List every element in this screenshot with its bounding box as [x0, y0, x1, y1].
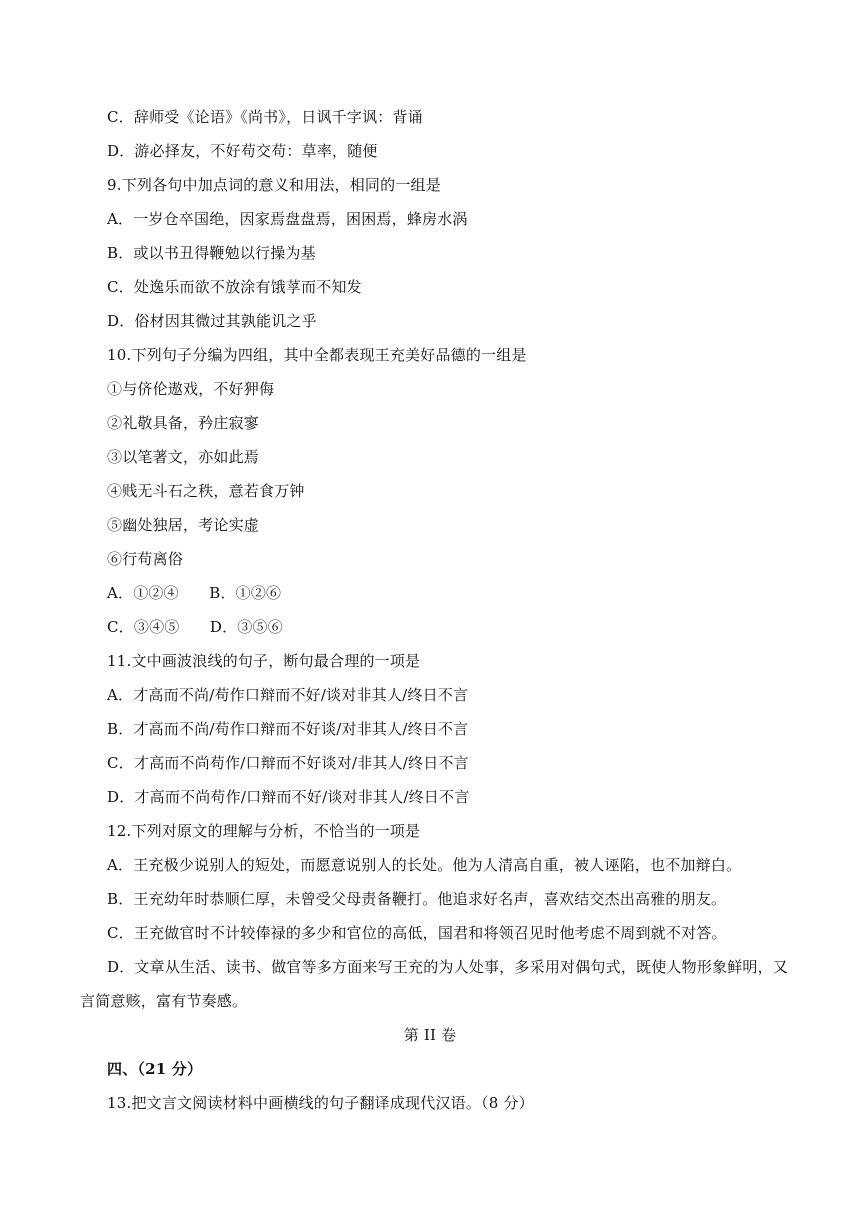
option-12c: C．王充做官时不计较俸禄的多少和官位的高低，国君和将领召见时他考虑不周到就不对答。	[107, 924, 727, 942]
options-10-ab: A．①②④ B．①②⑥	[107, 584, 282, 602]
option-9b: B．或以书丑得鞭勉以行操为基	[107, 244, 316, 262]
item-4: ④贱无斗石之秩，意若食万钟	[107, 482, 305, 500]
question-13: 13.把文言文阅读材料中画横线的句子翻译成现代汉语。（8 分）	[107, 1094, 534, 1112]
item-1: ①与侪伦遨戏，不好狎侮	[107, 380, 275, 398]
item-3: ③以笔著文，亦如此焉	[107, 448, 260, 466]
option-11c: C．才高而不尚苟作/口辩而不好谈对/非其人/终日不言	[107, 754, 469, 772]
question-9: 9.下列各句中加点词的意义和用法，相同的一组是	[107, 176, 441, 194]
option-8d	[107, 141, 378, 161]
option-11b: B．才高而不尚/苟作口辩而不好谈/对非其人/终日不言	[107, 720, 469, 738]
option-9d: D．俗材因其微过其孰能讥之乎	[107, 312, 317, 330]
option-12d-line2: 言简意赅，富有节奏感。	[80, 992, 248, 1010]
option-12d-line1: D．文章从生活、读书、做官等多方面来写王充的为人处事，多采用对偶句式，既使人物形象鲜明，又	[107, 958, 789, 976]
option-9c: C．处逸乐而欲不放涂有饿莩而不知发	[107, 278, 362, 296]
option-11d: D．才高而不尚苟作/口辩而不好/谈对非其人/终日不言	[107, 788, 470, 806]
question-11: 11.文中画波浪线的句子，断句最合理的一项是	[107, 652, 421, 670]
option-8c	[107, 107, 423, 127]
option-12a: A．王充极少说别人的短处，而愿意说别人的长处。他为人清高自重，被人诬陷，也不加辩白。	[107, 856, 742, 874]
volume-heading: 第 II 卷	[403, 1026, 457, 1044]
option-11a: A．才高而不尚/苟作口辩而不好/谈对非其人/终日不言	[107, 686, 469, 704]
option-8d-text: D．游必择友，不好苟交苟：草率，随便	[107, 142, 378, 160]
section-4-heading: 四、（21 分）	[107, 1060, 203, 1078]
option-9a: A．一岁仓卒国绝，因家焉盘盘焉，困困焉，蜂房水涡	[107, 210, 468, 228]
option-12b: B．王充幼年时恭顺仁厚，未曾受父母责备鞭打。他追求好名声，喜欢结交杰出高雅的朋友。	[107, 890, 727, 908]
item-2: ②礼敬具备，矜庄寂寥	[107, 414, 260, 432]
item-5: ⑤幽处独居，考论实虚	[107, 516, 260, 534]
item-6: ⑥行苟离俗	[107, 550, 184, 568]
option-8c-text: C．辞师受《论语》《尚书》，日讽千字讽：背诵	[107, 108, 423, 126]
options-10-cd: C．③④⑤ D．③⑤⑥	[107, 618, 283, 636]
question-10: 10.下列句子分编为四组，其中全都表现王充美好品德的一组是	[107, 346, 527, 364]
question-12: 12.下列对原文的理解与分析，不恰当的一项是	[107, 822, 421, 840]
